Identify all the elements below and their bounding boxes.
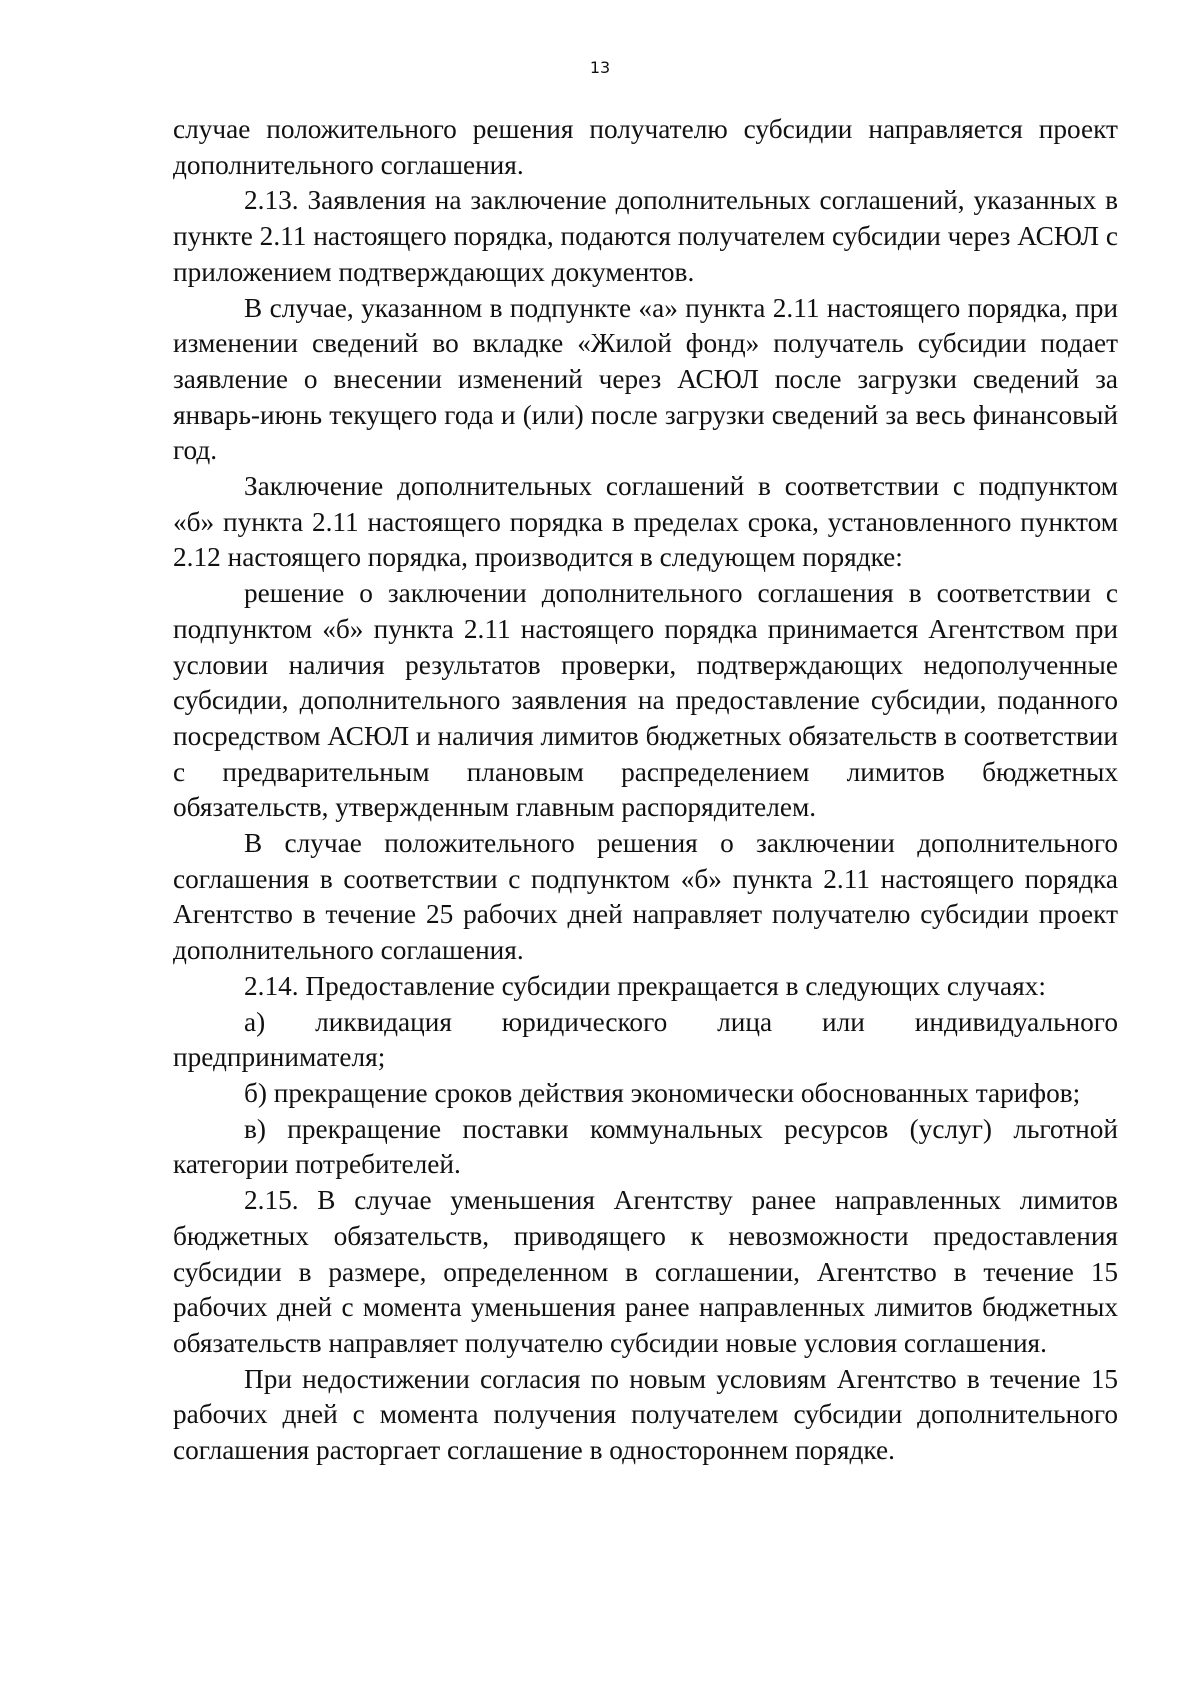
- list-item-a-continuation: предпринимателя;: [173, 1042, 386, 1073]
- list-item-c: в) прекращение поставки коммунальных ресурсов (услуг) льготной категории потребителей.: [173, 1113, 1118, 1180]
- list-item-a-word: или: [822, 1006, 865, 1037]
- list-item-a-word: а): [244, 1006, 266, 1037]
- list-item-a-word: юридического: [501, 1006, 668, 1037]
- list-item-a: [173, 1005, 1118, 1041]
- paragraph-continuation: случае положительного решения получателю субсидии направляется проект дополнительного соглашения.: [173, 114, 1118, 180]
- list-item-a-word: лица: [717, 1006, 773, 1037]
- paragraph-2-15: 2.15. В случае уменьшения Агентству ранее направленных лимитов бюджетных обязательств, приводящего к невозможности предоставления субсидии в размере, определенном в соглашении, Агентство в течение 15 рабочих дней с момента уменьшения ранее направленных лимитов бюджетных обязательств направляет получателю субсидии новые условия соглашения.: [173, 1185, 1118, 1358]
- list-item-b: б) прекращение сроков действия экономически обоснованных тарифов;: [244, 1077, 1081, 1108]
- paragraph-final: При недостижении согласия по новым условиям Агентство в течение 15 рабочих дней с момента получения получателем субсидии дополнительного соглашения расторгает соглашение в одностороннем порядке.: [173, 1363, 1118, 1466]
- document-body: [173, 112, 1118, 1469]
- paragraph-2-13: 2.13. Заявления на заключение дополнительных соглашений, указанных в пункте 2.11 настоящего порядка, подаются получателем субсидии через АСЮЛ с приложением подтверждающих документов.: [173, 185, 1118, 287]
- paragraph-positive-decision: В случае положительного решения о заключении дополнительного соглашения в соответствии с подпунктом «б» пункта 2.11 настоящего порядка Агентство в течение 25 рабочих дней направляет получателю субсидии проект дополнительного соглашения.: [173, 828, 1118, 966]
- page-number: 13: [589, 58, 611, 77]
- paragraph-case-b: Заключение дополнительных соглашений в соответствии с подпунктом «б» пункта 2.11 настоящего порядка в пределах срока, установленного пунктом 2.12 настоящего порядка, производится в следующем порядке:: [173, 471, 1118, 573]
- paragraph-2-14: 2.14. Предоставление субсидии прекращается в следующих случаях:: [244, 970, 1046, 1001]
- paragraph-decision: решение о заключении дополнительного соглашения в соответствии с подпунктом «б» пункта 2.11 настоящего порядка принимается Агентством при условии наличия результатов проверки, подтверждающих недополученные субсидии, дополнительного заявления на предоставление субсидии, поданного посредством АСЮЛ и наличия лимитов бюджетных обязательств в соответствии с предварительным плановым распределением лимитов бюджетных обязательств, утвержденным главным распорядителем.: [173, 578, 1118, 823]
- paragraph-case-a: В случае, указанном в подпункте «а» пункта 2.11 настоящего порядка, при изменении сведений во вкладке «Жилой фонд» получатель субсидии подает заявление о внесении изменений через АСЮЛ после загрузки сведений за январь-июнь текущего года и (или) после загрузки сведений за весь финансовый год.: [173, 292, 1118, 466]
- list-item-a-word: индивидуального: [914, 1006, 1118, 1037]
- list-item-a-word: ликвидация: [315, 1006, 452, 1037]
